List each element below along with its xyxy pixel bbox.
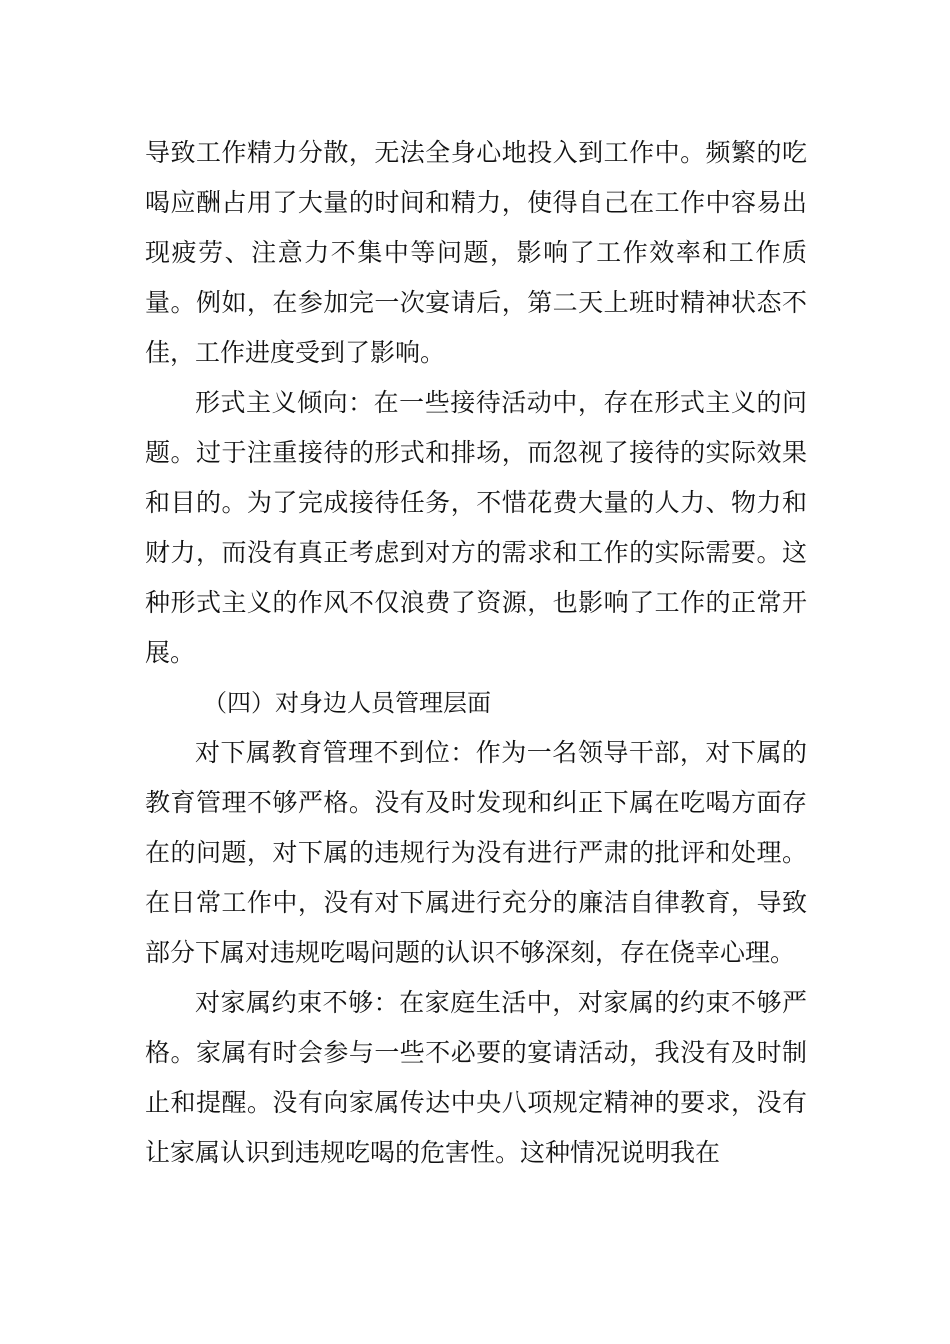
section-heading: （四）对身边人员管理层面 (203, 689, 491, 717)
paragraph-subordinate-management: 对下属教育管理不到位：作为一名领导干部，对下属的教育管理不够严格。没有及时发现和纠正下属在吃喝方面存在的问题，对下属的违规行为没有进行严肃的批评和处理。在日常工作中，没有对下属进行充分的廉洁自律教育，导致部分下属对违规吃喝问题的认识不够深刻，存在侥幸心理。 (145, 738, 807, 967)
paragraph-work-distraction: 导致工作精力分散，无法全身心地投入到工作中。频繁的吃喝应酬占用了大量的时间和精力，使得自己在工作中容易出现疲劳、注意力不集中等问题，影响了工作效率和工作质量。例如，在参加完一次宴请后，第二天上班时精神状态不佳，工作进度受到了影响。 (145, 138, 807, 367)
paragraph-family-constraint: 对家属约束不够：在家庭生活中，对家属的约束不够严格。家属有时会参与一些不必要的宴请活动，我没有及时制止和提醒。没有向家属传达中央八项规定精神的要求，没有让家属认识到违规吃喝的危害性。这种情况说明我在 (145, 988, 807, 1167)
paragraph-formalism: 形式主义倾向：在一些接待活动中，存在形式主义的问题。过于注重接待的形式和排场，而忽视了接待的实际效果和目的。为了完成接待任务，不惜花费大量的人力、物力和财力，而没有真正考虑到对方的需求和工作的实际需要。这种形式主义的作风不仅浪费了资源，也影响了工作的正常开展。 (145, 388, 807, 667)
document-body (145, 128, 807, 1178)
